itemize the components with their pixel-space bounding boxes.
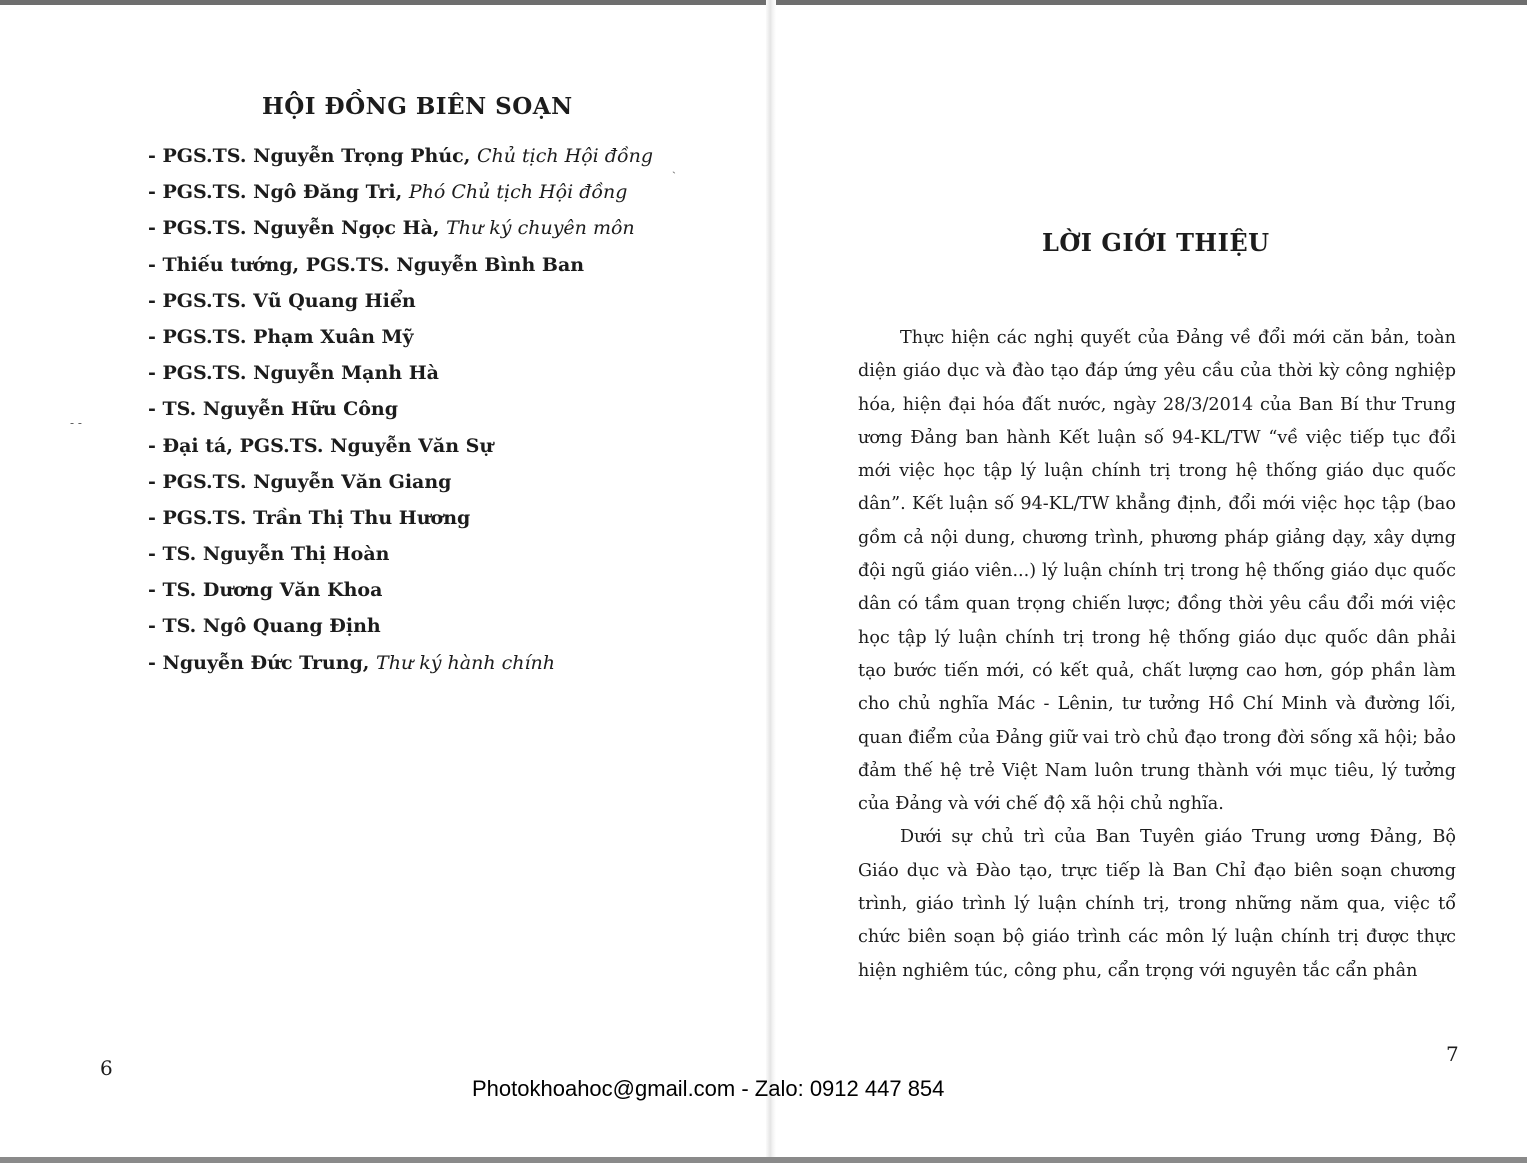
member-name: - PGS.TS. Ngô Đăng Tri, [148, 181, 409, 204]
committee-member [148, 285, 653, 321]
page-number-right: 7 [1446, 1042, 1459, 1066]
introduction-paragraph: Dưới sự chủ trì của Ban Tuyên giáo Trung ương Đảng, Bộ Giáo dục và Đào tạo, trực tiếp là Ban Chỉ đạo biên soạn chương trình, giáo trình lý luận chính trị, trong những năm qua, việc tổ chức biên soạn bộ giáo trình các môn lý luận chính trị được thực hiện nghiêm túc, công phu, cẩn trọng với nguyên tắc cẩn phân [858, 827, 1456, 981]
member-name: - TS. Nguyễn Thị Hoàn [148, 543, 390, 566]
member-role: Chủ tịch Hội đồng [476, 145, 653, 167]
member-name: - PGS.TS. Trần Thị Thu Hương [148, 506, 471, 529]
committee-member [148, 212, 653, 248]
member-name: - TS. Dương Văn Khoa [148, 579, 383, 602]
committee-member [148, 574, 653, 610]
introduction-title: LỜI GIỚI THIỆU [1042, 228, 1270, 257]
book-gutter [766, 0, 776, 1157]
member-name: - PGS.TS. Nguyễn Mạnh Hà [148, 362, 439, 385]
committee-member [148, 357, 653, 393]
scan-speck: - - [70, 416, 82, 430]
contact-watermark: Photokhoahoc@gmail.com - Zalo: 0912 447 854 [472, 1076, 945, 1101]
member-name: - PGS.TS. Nguyễn Trọng Phúc, [148, 145, 477, 167]
page-number-left: 6 [100, 1056, 113, 1080]
member-role: Thư ký hành chính [376, 651, 556, 674]
member-name: - PGS.TS. Nguyễn Văn Giang [148, 470, 452, 493]
member-name: - TS. Ngô Quang Định [148, 615, 381, 638]
committee-member [148, 176, 653, 212]
member-name: - PGS.TS. Phạm Xuân Mỹ [148, 325, 414, 348]
committee-member [148, 502, 653, 538]
scan-speck: ˏ [672, 160, 676, 174]
member-name: - Nguyễn Đức Trung, [148, 651, 377, 674]
member-role: Phó Chủ tịch Hội đồng [408, 181, 628, 204]
committee-member [148, 538, 653, 574]
committee-member [148, 466, 653, 502]
committee-member [148, 430, 653, 466]
committee-member [148, 393, 653, 429]
introduction-paragraph: Thực hiện các nghị quyết của Đảng về đổi mới căn bản, toàn diện giáo dục và đào tạo đáp ứng yêu cầu của thời kỳ công nghiệp hóa, hiện đại hóa đất nước, ngày 28/3/2014 của Ban Bí thư Trung ương Đảng ban hành Kết luận số 94-KL/TW “về việc tiếp tục đổi mới việc học tập lý luận chính trị trong hệ thống giáo dục quốc dân”. Kết luận số 94-KL/TW khẳng định, đổi mới việc học tập (bao gồm cả nội dung, chương trình, phương pháp giảng dạy, xây dựng đội ngũ giáo viên...) lý luận chính trị trong hệ thống giáo dục quốc dân có tầm quan trọng chiến lược; đồng thời yêu cầu đổi mới việc học tập lý luận chính trị trong hệ thống giáo dục quốc dân phải tạo bước tiến mới, có kết quả, chất lượng cao hơn, góp phần làm cho chủ nghĩa Mác - Lênin, tư tưởng Hồ Chí Minh và đường lối, quan điểm của Đảng giữ vai trò chủ đạo trong đời sống xã hội; bảo đảm thế hệ trẻ Việt Nam luôn trung thành với mục tiêu, lý tưởng của Đảng và với chế độ xã hội chủ nghĩa. [858, 328, 1456, 815]
left-page [0, 0, 766, 1157]
committee-member [148, 321, 653, 357]
member-name: - PGS.TS. Vũ Quang Hiển [148, 289, 416, 312]
member-name: - Đại tá, PGS.TS. Nguyễn Văn Sự [148, 434, 494, 457]
scan-bottom-edge [0, 1157, 1527, 1163]
member-name: - PGS.TS. Nguyễn Ngọc Hà, [148, 217, 447, 240]
member-name: - TS. Nguyễn Hữu Công [148, 398, 399, 421]
introduction-body [858, 322, 1456, 988]
member-role: Thư ký chuyên môn [446, 217, 635, 240]
right-page [776, 0, 1527, 1157]
committee-member-list [148, 140, 653, 683]
committee-member [148, 249, 653, 285]
committee-member [148, 140, 653, 176]
committee-title: HỘI ĐỒNG BIÊN SOẠN [262, 93, 573, 120]
member-name: - Thiếu tướng, PGS.TS. Nguyễn Bình Ban [148, 253, 585, 276]
committee-member [148, 610, 653, 646]
committee-member [148, 647, 653, 683]
